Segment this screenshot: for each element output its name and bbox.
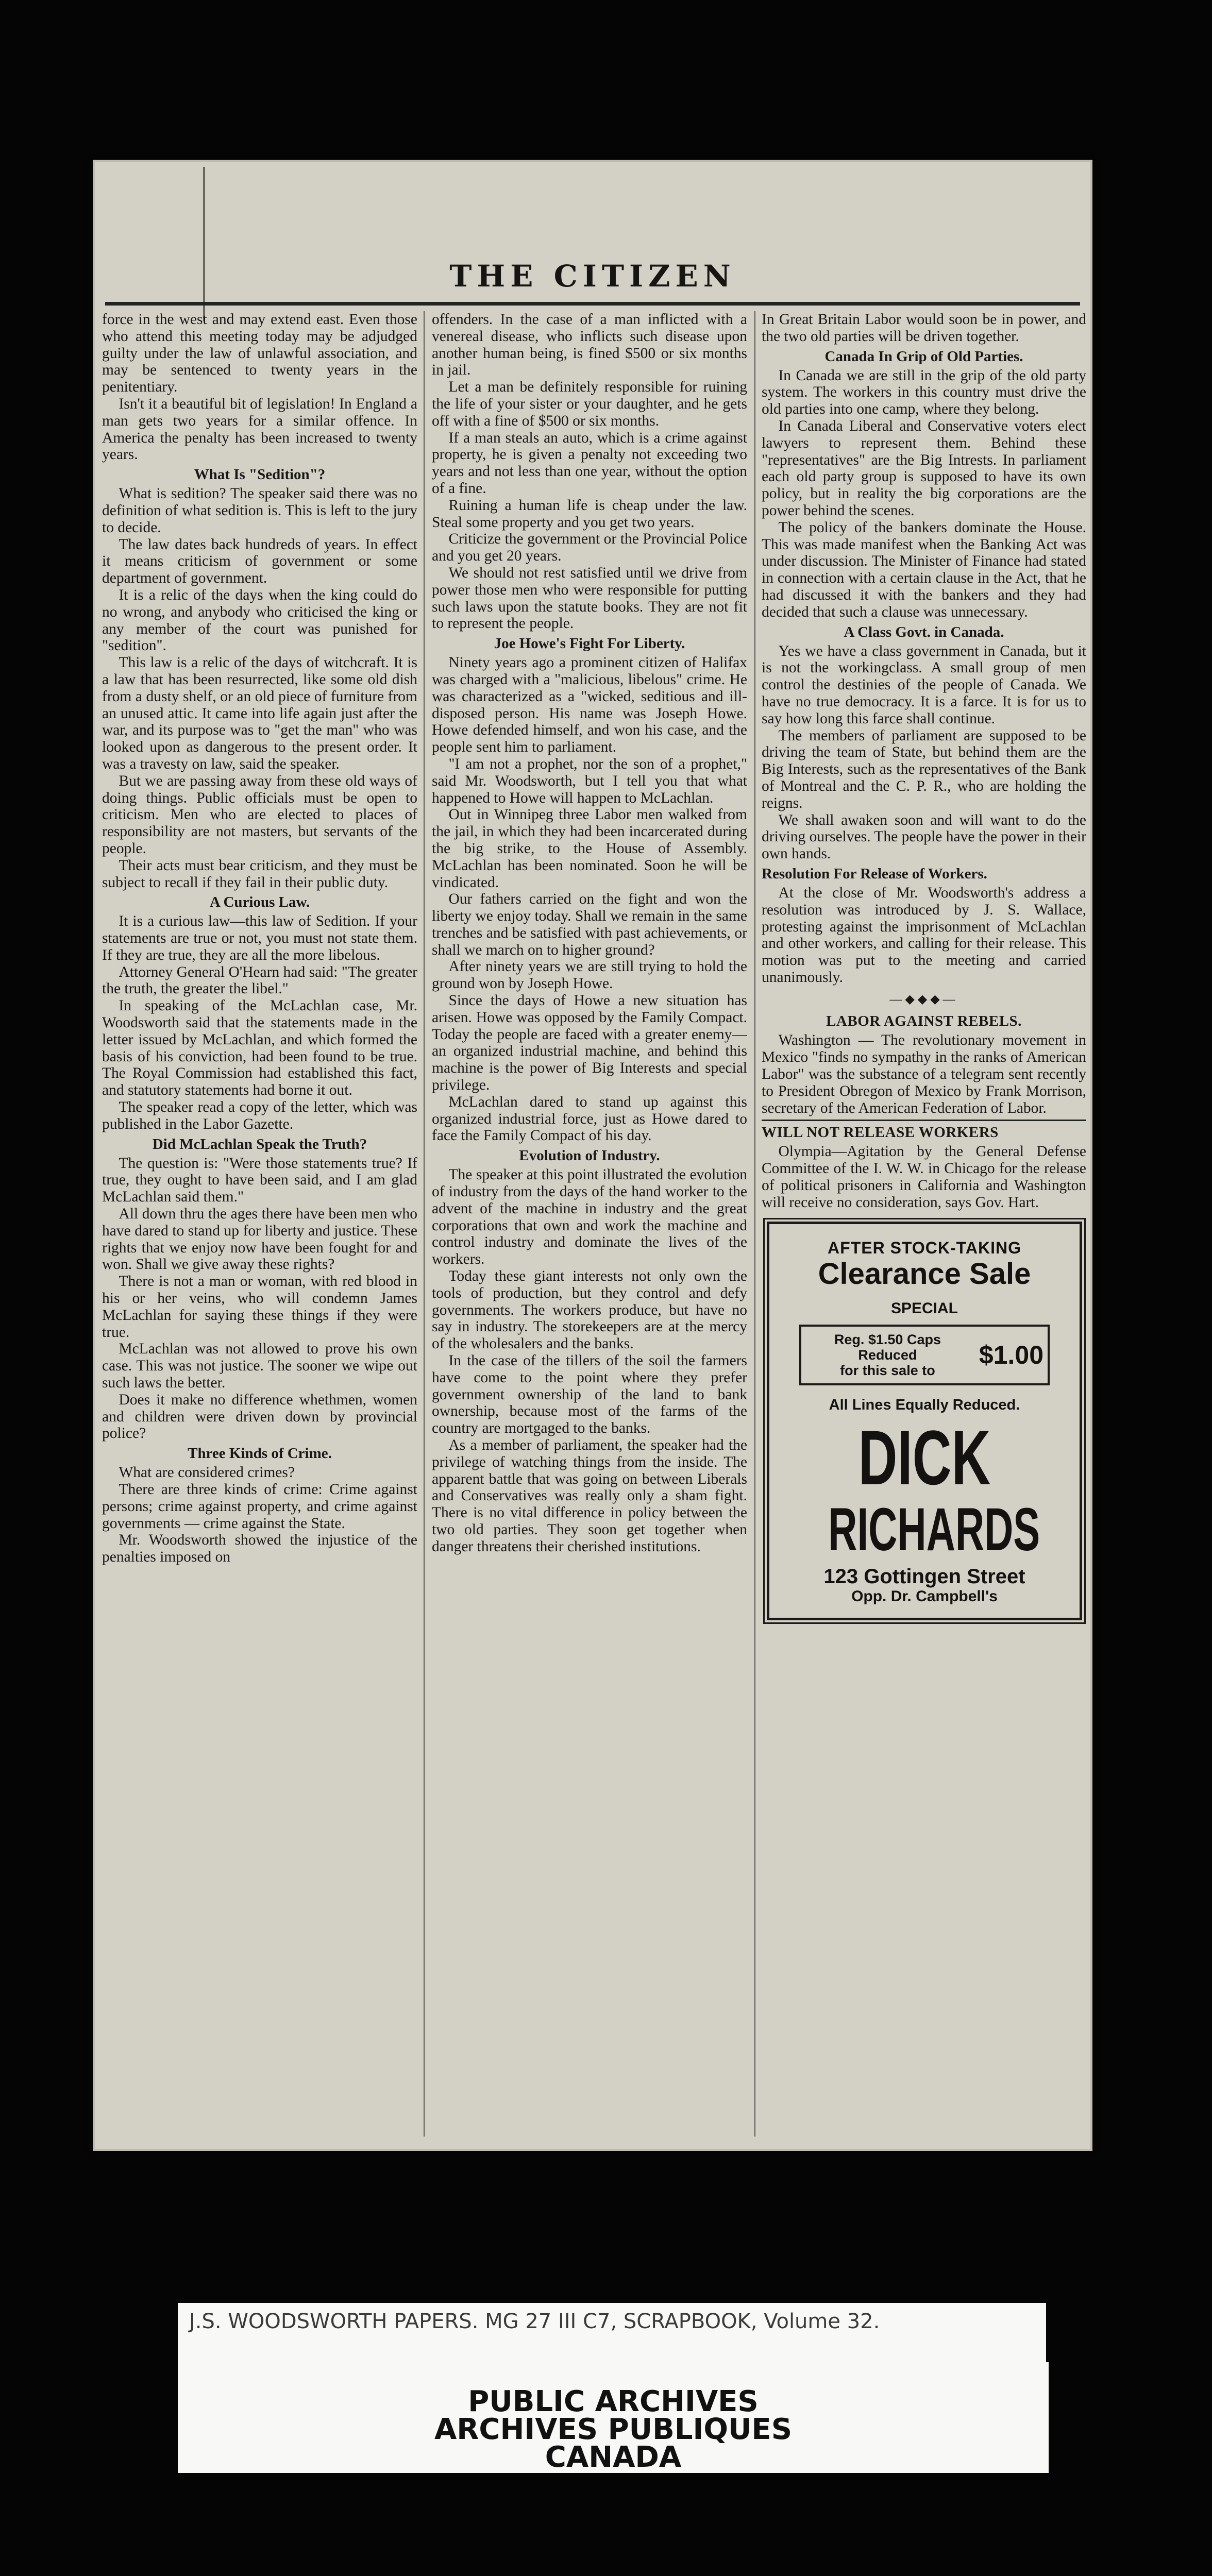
ad-price: $1.00 xyxy=(979,1341,1043,1370)
ad-headline: AFTER STOCK-TAKING xyxy=(828,1238,1021,1257)
subheading: Joe Howe's Fight For Liberty. xyxy=(494,635,685,652)
paragraph: What is sedition? The speaker said there was no definition of what sedition is. This is left to the jury to decide. xyxy=(102,485,417,536)
column-rule xyxy=(754,311,755,2137)
ad-store-name: RICHARDS xyxy=(828,1496,1040,1564)
paragraph: Attorney General O'Hearn had said: "The greater the truth, the greater the libel." xyxy=(102,963,417,997)
paragraph: The question is: "Were those statements true? If true, they ought to have been said, and I am glad McLachlan said them." xyxy=(102,1155,417,1206)
paragraph: There are three kinds of crime: Crime against persons; crime against property, and crime against governments — crime against the State. xyxy=(102,1481,417,1532)
paragraph: In Great Britain Labor would soon be in power, and the two old parties will be driven together. xyxy=(762,311,1086,345)
paragraph: Let a man be definitely responsible for ruining the life of your sister or your daughter, and he gets off with a fine of $500 or six months. xyxy=(432,379,747,429)
paragraph: The law dates back hundreds of years. In effect it means criticism of government or some department of government. xyxy=(102,536,417,587)
column-rule xyxy=(424,311,425,2137)
column-2 xyxy=(432,311,747,2139)
paragraph: There is not a man or woman, with red blood in his or her veins, who will condemn James McLachlan for saying these things if they were true. xyxy=(102,1273,417,1341)
paragraph: It is a curious law—this law of Sedition. If your statements are true or not, you must not state them. If they are true, they are all the more libelous. xyxy=(102,913,417,963)
paragraph: Isn't it a beautiful bit of legislation! In England a man gets two years for a similar offence. In America the penalty has been increased to twenty years. xyxy=(102,395,417,463)
archives-line: CANADA xyxy=(545,2441,682,2474)
paragraph: Today these giant interests not only own the tools of production, but they control and defy governments. The workers produce, but have no say in industry. The storekeepers are at the mercy of the wholesalers and the banks. xyxy=(432,1268,747,1352)
paragraph: At the close of Mr. Woodsworth's address a resolution was introduced by J. S. Wallace, protesting against the imprisonment of McLachlan and other workers, and calling for their release. This motion was put to the meeting and carried unanimously. xyxy=(762,884,1086,986)
paragraph: The members of parliament are supposed to be driving the team of State, but behind them are the Big Interests, such as the representatives of the Bank of Montreal and the C. P. R., who are holding the reigns. xyxy=(762,727,1086,811)
archives-line: ARCHIVES PUBLIQUES xyxy=(434,2413,793,2446)
subheading: WILL NOT RELEASE WORKERS xyxy=(762,1124,999,1141)
paragraph: Yes we have a class government in Canada, but it is not the workingclass. A small group of men control the destinies of the people of Canada. We have no true democracy. It is a farce. It is for us to say how long this farce shall continue. xyxy=(762,642,1086,727)
ad-price-line: Reg. $1.50 Caps Reduced xyxy=(834,1332,941,1363)
paragraph: McLachlan dared to stand up against this organized industrial force, just as Howe dared to face the Family Compact of his day. xyxy=(432,1093,747,1144)
ad-all-lines: All Lines Equally Reduced. xyxy=(829,1397,1020,1414)
subheading: Resolution For Release of Workers. xyxy=(762,865,987,882)
paragraph: In Canada we are still in the grip of the old party system. The workers in this country must drive the old parties into one camp, where they belong. xyxy=(762,367,1086,418)
archives-line: PUBLIC ARCHIVES xyxy=(468,2385,759,2418)
ad-store-name: DICK xyxy=(858,1414,991,1501)
paragraph: Out in Winnipeg three Labor men walked from the jail, in which they had been incarcerated during the big strike, to the House of Assembly. McLachlan has been nominated. Soon he will be vindicated. xyxy=(432,806,747,891)
column-3 xyxy=(762,311,1086,2139)
paragraph: We shall awaken soon and will want to do the driving ourselves. The people have the power in their own hands. xyxy=(762,811,1086,862)
divider xyxy=(762,1120,1086,1121)
paragraph: The speaker at this point illustrated the evolution of industry from the days of the hand worker to the advent of the machine in industry and the great corporations that own and work the machine and control industry and dominate the lives of the workers. xyxy=(432,1166,747,1268)
masthead-rule xyxy=(105,302,1080,306)
ad-price-text xyxy=(805,1332,970,1378)
masthead: THE CITIZEN xyxy=(449,259,736,294)
subheading: Evolution of Industry. xyxy=(519,1147,660,1164)
ad-landmark: Opp. Dr. Campbell's xyxy=(851,1587,998,1605)
paragraph: Ruining a human life is cheap under the law. Steal some property and you get two years. xyxy=(432,497,747,531)
paragraph: Since the days of Howe a new situation has arisen. Howe was opposed by the Family Compact. Today the people are faced with a greater enemy—an organized industrial machine, and behind this machine is the power of Big Interests and special privilege. xyxy=(432,992,747,1094)
paragraph: Olympia—Agitation by the General Defense Committee of the I. W. W. in Chicago for the release of political prisoners in California and Washington will receive no consideration, says Gov. Hart. xyxy=(762,1143,1086,1211)
archives-label xyxy=(178,2362,1049,2473)
paragraph: But we are passing away from these old ways of doing things. Public officials must be open to criticism. Men who are elected to places of responsibility are not masters, but servants of the people. xyxy=(102,772,417,857)
ad-special: SPECIAL xyxy=(890,1300,958,1317)
paragraph: If a man steals an auto, which is a crime against property, he is given a penalty not exceeding two years and not less than one year, without the option of a fine. xyxy=(432,429,747,497)
paragraph: All down thru the ages there have been men who have dared to stand up for liberty and justice. These rights that we enjoy now have been fought for and won. Shall we give away these rights? xyxy=(102,1206,417,1273)
subheading: A Class Govt. in Canada. xyxy=(844,623,1004,640)
subheading: Did McLachlan Speak the Truth? xyxy=(152,1136,367,1153)
paragraph: We should not rest satisfied until we drive from power those men who were responsible for putting such laws upon the statute books. They are not fit to represent the people. xyxy=(432,564,747,632)
paragraph: In the case of the tillers of the soil the farmers have come to the point where they prefer government ownership of the land to bank ownership, because most of the farms of the country are mortgaged to the banks. xyxy=(432,1352,747,1437)
ad-sale-title: Clearance Sale xyxy=(818,1257,1031,1291)
paragraph: The policy of the bankers dominate the House. This was made manifest when the Banking Act was under discussion. The Minister of Finance had stated in connection with a certain clause in the Act, that he had discussed it with the bankers and they had decided that such a clause was unnecessary. xyxy=(762,519,1086,620)
subheading: A Curious Law. xyxy=(209,894,310,911)
paragraph: As a member of parliament, the speaker had the privilege of watching things from the inside. The apparent battle that was going on between Liberals and Conservatives was really only a sham fight. There is no vital difference in policy between the two old parties. They soon get together when danger threatens their cherished institutions. xyxy=(432,1437,747,1555)
paragraph: The speaker read a copy of the letter, which was published in the Labor Gazette. xyxy=(102,1099,417,1132)
newspaper-clipping xyxy=(93,160,1092,2151)
paragraph: After ninety years we are still trying to hold the ground won by Joseph Howe. xyxy=(432,958,747,992)
paragraph: Criticize the government or the Provincial Police and you get 20 years. xyxy=(432,531,747,565)
paragraph: Mr. Woodsworth showed the injustice of the penalties imposed on xyxy=(102,1532,417,1566)
paragraph: offenders. In the case of a man inflicted with a venereal disease, who inflicts such disease upon another human being, is fined $500 or six months in jail. xyxy=(432,311,747,379)
paragraph: force in the west and may extend east. Even those who attend this meeting today may be adjudged guilty under the law of unlawful association, and may be sentenced to twenty years in the penitentiary. xyxy=(102,311,417,396)
paragraph: Their acts must bear criticism, and they must be subject to recall if they fail in their public duty. xyxy=(102,857,417,891)
paragraph: Washington — The revolutionary movement in Mexico "finds no sympathy in the ranks of American Labor" was the substance of a telegram sent recently to President Obregon of Mexico by Frank Morrison, secretary of the American Federation of Labor. xyxy=(762,1032,1086,1116)
ad-price-box xyxy=(799,1325,1050,1385)
subheading: Three Kinds of Crime. xyxy=(188,1445,332,1462)
paragraph: Our fathers carried on the fight and won the liberty we enjoy today. Shall we remain in the same trenches and be satisfied with past achievements, or shall we march on to higher ground? xyxy=(432,891,747,958)
paragraph: Does it make no difference whethmen, women and children were driven down by provincial police? xyxy=(102,1391,417,1442)
ad-price-line: for this sale to xyxy=(840,1363,935,1379)
paragraph: This law is a relic of the days of witchcraft. It is a law that has been resurrected, like some old dish from a dusty shelf, or an old piece of furniture from an unused attic. It came into life again just after the war, and its purpose was to "get the man" who was looked upon as dangerous to the present order. It was a travesty on law, said the speaker. xyxy=(102,654,417,772)
subheading: Canada In Grip of Old Parties. xyxy=(824,348,1023,365)
paragraph: In Canada Liberal and Conservative voters elect lawyers to represent them. Behind these "representatives" are the Big Intrests. In parliament each old party group is supposed to have its own policy, but in reality the big corporations are the power behind the scenes. xyxy=(762,417,1086,519)
advertisement xyxy=(767,1222,1082,1620)
paragraph: McLachlan was not allowed to prove his own case. This was not justice. The sooner we wipe out such laws the better. xyxy=(102,1341,417,1392)
fold-line xyxy=(203,167,205,321)
ad-address: 123 Gottingen Street xyxy=(823,1565,1025,1588)
paragraph: It is a relic of the days when the king could do no wrong, and anybody who criticised the king or any member of the court was punished for "sedition". xyxy=(102,586,417,654)
paragraph: Ninety years ago a prominent citizen of Halifax was charged with a "malicious, libelous" crime. He was characterized as a "wicked, seditious and ill-disposed person. His name was Joseph Howe. Howe defended himself, and won his case, and the people sent him to parliament. xyxy=(432,654,747,756)
paragraph: "I am not a prophet, nor the son of a prophet," said Mr. Woodsworth, but I tell you that what happened to Howe will happen to McLachlan. xyxy=(432,755,747,806)
paragraph: In speaking of the McLachlan case, Mr. Woodsworth said that the statements made in the letter issued by McLachlan, and which formed the basis of his conviction, had been found to be true. The Royal Commission had established this fact, and statutory statements had borne it out. xyxy=(102,997,417,1099)
subheading: LABOR AGAINST REBELS. xyxy=(826,1013,1022,1030)
subheading: What Is "Sedition"? xyxy=(194,466,326,483)
ornament-divider: —◆◆◆— xyxy=(889,992,958,1006)
paragraph: What are considered crimes? xyxy=(119,1464,295,1481)
source-label: J.S. WOODSWORTH PAPERS. MG 27 III C7, SCRAPBOOK, Volume 32. xyxy=(178,2303,1046,2364)
column-1 xyxy=(102,311,417,2139)
